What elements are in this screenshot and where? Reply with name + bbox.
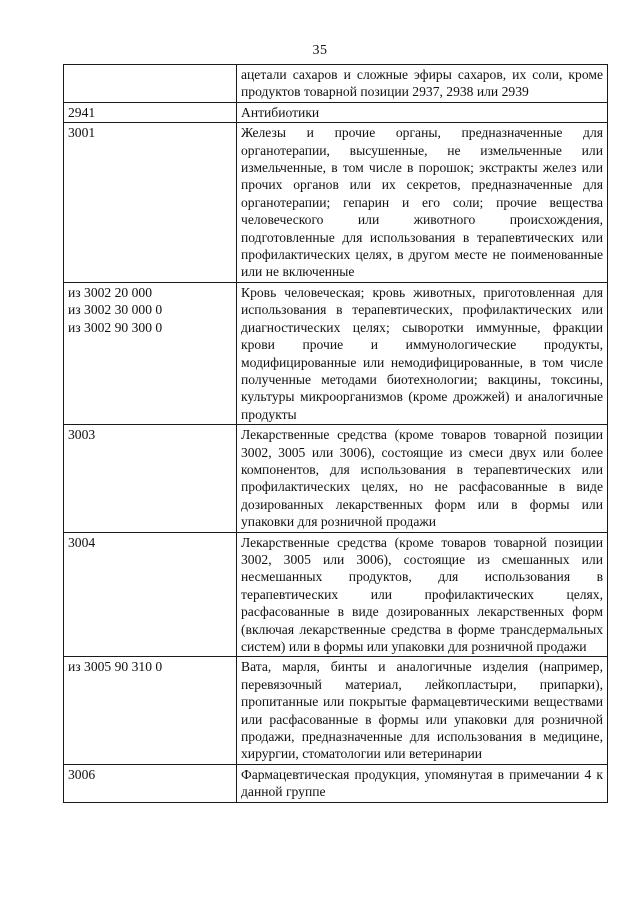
code-cell — [64, 282, 237, 424]
code-cell — [64, 532, 237, 657]
table-row — [64, 282, 608, 424]
description-cell: Вата, марля, бинты и аналогичные изделия (например, перевязочный материал, лейкопластыри, припарки), пропитанные или покрытые фармацевтическими веществами или расфасованные в формы или упаковки для розничной продажи, предназначенные для использования в медицине, хирургии, стоматологии или ветеринарии — [237, 657, 608, 764]
description-cell: Лекарственные средства (кроме товаров товарной позиции 3002, 3005 или 3006), состоящие из смешанных или несмешанных продуктов, для использования в терапевтических или профилактических целях, расфасованные в виде дозированных лекарственных форм (включая лекарственные средства в форме трансдермальных систем) или в формы или упаковки для розничной продажи — [237, 532, 608, 657]
table-row — [64, 123, 608, 283]
description-cell: ацетали сахаров и сложные эфиры сахаров, их соли, кроме продуктов товарной позиции 2937, 2938 или 2939 — [237, 65, 608, 103]
code-value: из 3002 30 000 0 — [68, 302, 163, 318]
code-cell — [64, 102, 237, 122]
code-cell — [64, 764, 237, 802]
table-row — [64, 65, 608, 103]
code-value: 3001 — [68, 125, 96, 141]
code-value: 2941 — [68, 104, 96, 120]
table-row — [64, 425, 608, 532]
code-value: 3006 — [68, 766, 96, 782]
description-cell: Антибиотики — [237, 102, 608, 122]
description-cell: Фармацевтическая продукция, упомянутая в примечании 4 к данной группе — [237, 764, 608, 802]
code-value: 3004 — [68, 534, 96, 550]
code-cell — [64, 65, 237, 103]
code-value: из 3005 90 310 0 — [68, 659, 163, 675]
table-row — [64, 657, 608, 764]
code-cell — [64, 123, 237, 283]
description-cell: Железы и прочие органы, предназначенные для органотерапии, высушенные, не измельченные или измельченные, в том числе в порошок; экстракты желез или прочих органов или их секретов, предназначенные для органотерапии; гепарин и его соли; прочие вещества человеческого или животного происхождения, подготовленные для использования в терапевтических или профилактических целях, в другом месте не поименованные или не включенные — [237, 123, 608, 283]
table-row — [64, 532, 608, 657]
code-cell — [64, 657, 237, 764]
page-number: 35 — [312, 43, 328, 58]
code-value: из 3002 90 300 0 — [68, 319, 163, 335]
code-value: 3003 — [68, 427, 96, 443]
tariff-code-table — [63, 64, 608, 803]
table-row — [64, 764, 608, 802]
code-cell — [64, 425, 237, 532]
table-row — [64, 102, 608, 122]
description-cell: Лекарственные средства (кроме товаров товарной позиции 3002, 3005 или 3006), состоящие из смеси двух или более компонентов, для использования в терапевтических или профилактических целях, но не расфасованные в виде дозированных лекарственных форм или в формы или упаковки для розничной продажи — [237, 425, 608, 532]
description-cell: Кровь человеческая; кровь животных, приготовленная для использования в терапевтических, профилактических или диагностических целях; сыворотки иммунные, фракции крови прочие и иммунологические продукты, модифицированные или немодифицированные, в том числе полученные методами биотехнологии; вакцины, токсины, культуры микроорганизмов (кроме дрожжей) и аналогичные продукты — [237, 282, 608, 424]
code-value: из 3002 20 000 — [68, 284, 153, 300]
